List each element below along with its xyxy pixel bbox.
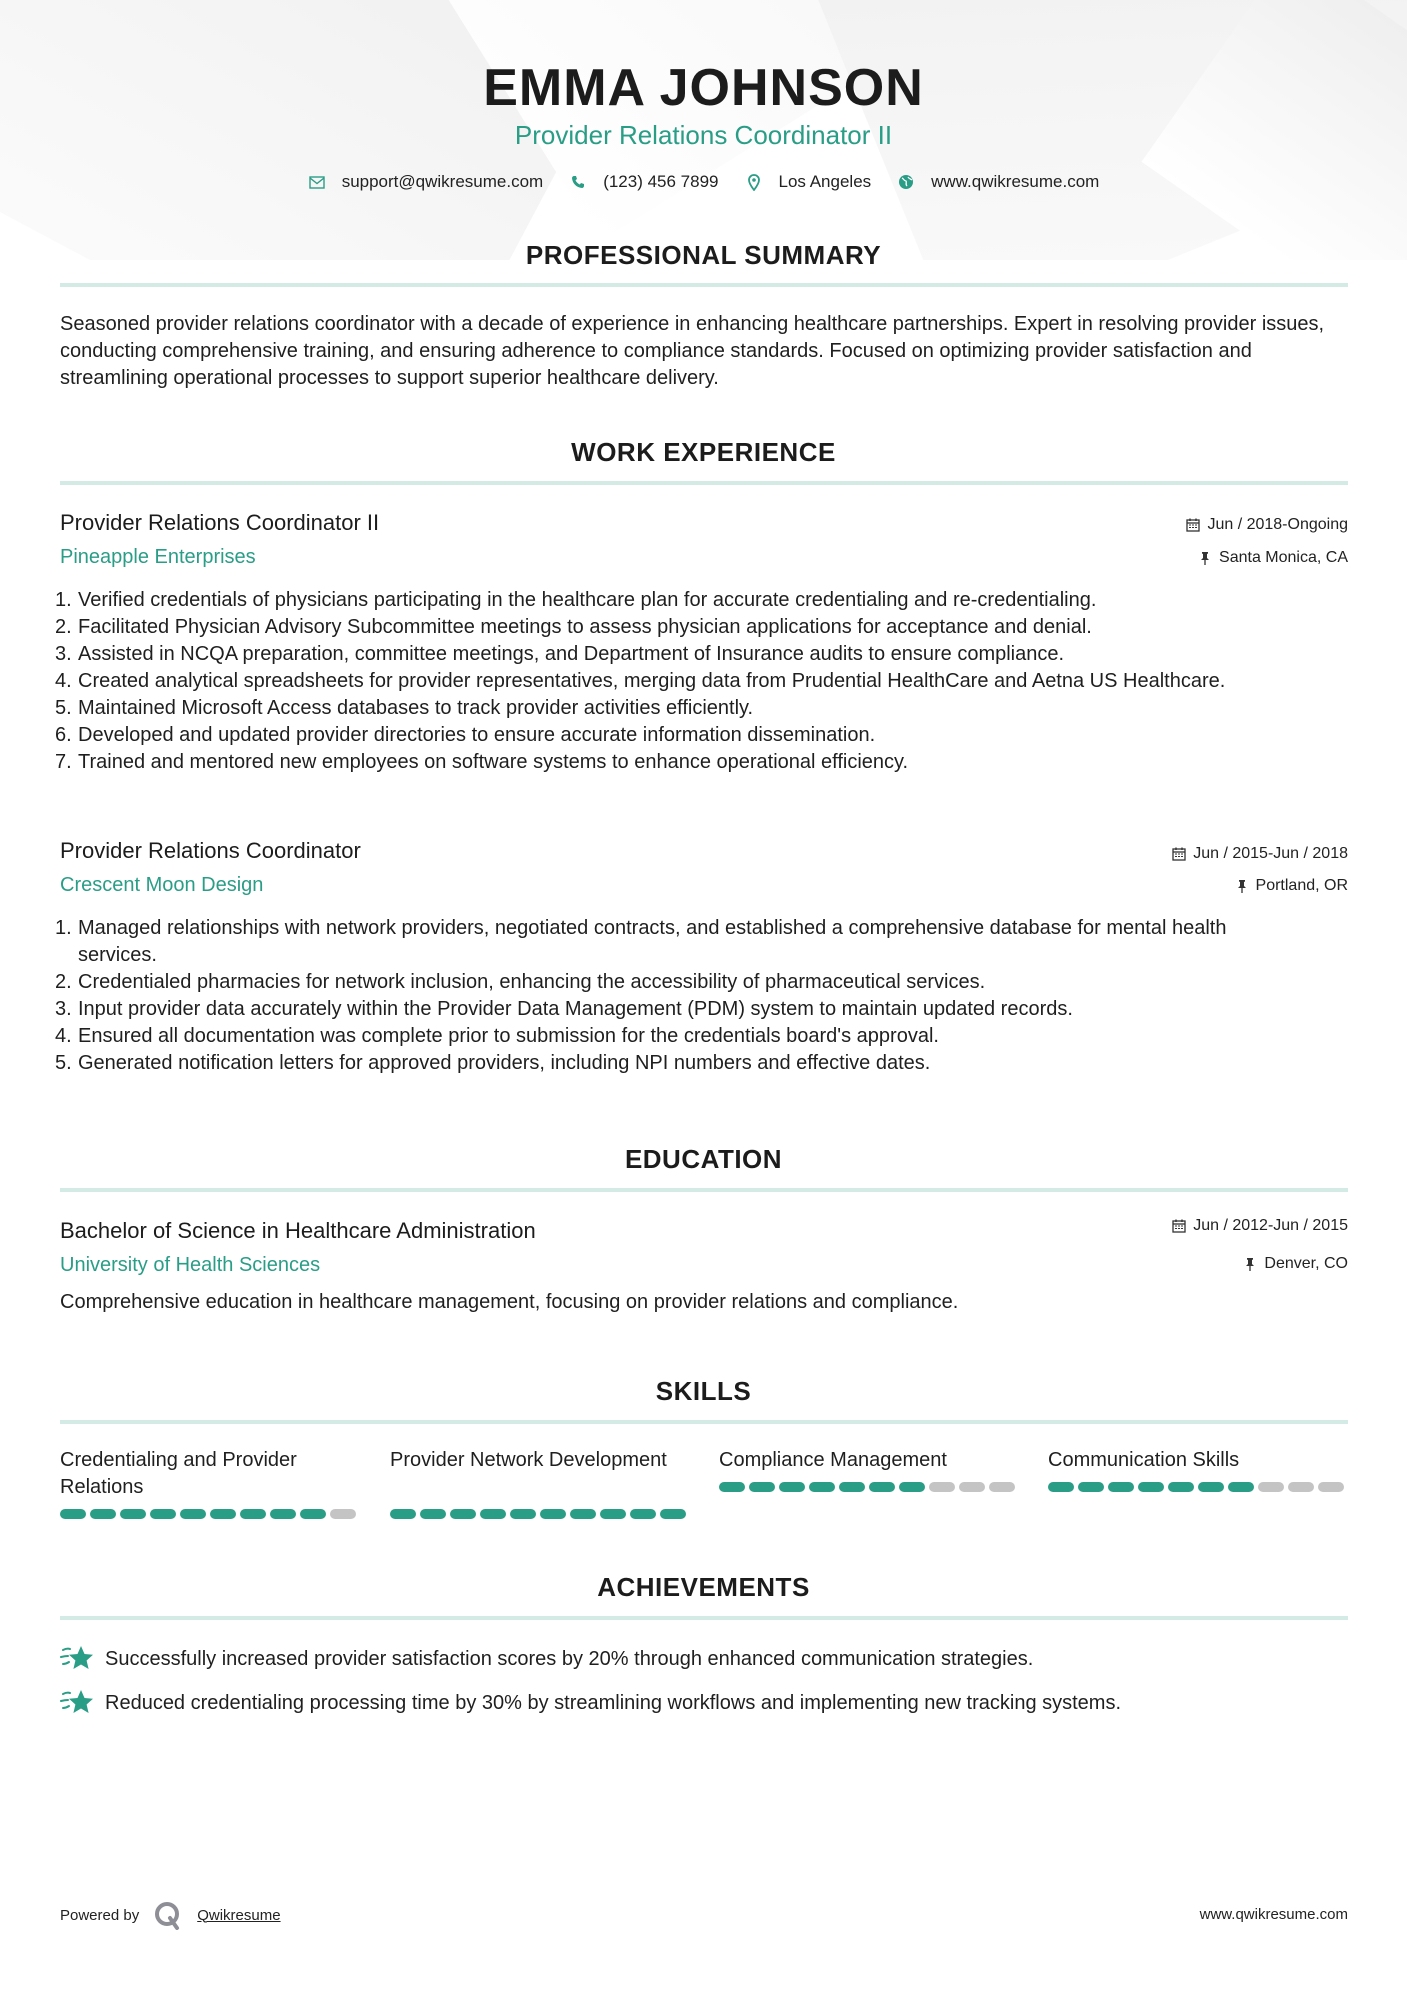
rating-segment-empty: [929, 1482, 955, 1492]
rating-segment-filled: [1138, 1482, 1164, 1492]
education-location-text: Denver, CO: [1264, 1255, 1348, 1272]
star-achievement-icon: [60, 1688, 94, 1718]
rating-segment-empty: [1288, 1482, 1314, 1492]
skill-item: [1048, 1447, 1348, 1492]
job-bullets: [55, 915, 1305, 1077]
calendar-icon: [1171, 1218, 1187, 1234]
footer-powered-by: [60, 1900, 281, 1930]
candidate-title: Provider Relations Coordinator II: [514, 120, 893, 150]
achievement-text: Reduced credentialing processing time by 30% by streamlining workflows and implementing new tracking systems.: [105, 1691, 1122, 1714]
rating-segment-empty: [1318, 1482, 1344, 1492]
education-description: Comprehensive education in healthcare management, focusing on provider relations and compliance.: [60, 1291, 959, 1313]
job-location-text: Santa Monica, CA: [1219, 549, 1348, 566]
rating-segment-filled: [749, 1482, 775, 1492]
rating-segment-filled: [450, 1509, 476, 1519]
pushpin-icon: [1234, 878, 1250, 894]
rating-segment-filled: [90, 1509, 116, 1519]
education-dates: [1171, 1217, 1348, 1235]
section-divider: [60, 1188, 1348, 1192]
calendar-icon: [1171, 846, 1187, 862]
section-divider: [60, 283, 1348, 287]
section-heading-achievements: ACHIEVEMENTS: [597, 1572, 810, 1602]
rating-segment-filled: [899, 1482, 925, 1492]
rating-segment-filled: [660, 1509, 686, 1519]
job-title: Provider Relations Coordinator: [60, 838, 361, 863]
rating-segment-empty: [959, 1482, 985, 1492]
list-item: 7. Trained and mentored new employees on software systems to enhance operational efficiency.: [55, 751, 909, 773]
rating-segment-filled: [1198, 1482, 1224, 1492]
skill-item: [60, 1447, 360, 1519]
section-heading-skills: SKILLS: [655, 1376, 752, 1406]
rating-segment-filled: [1078, 1482, 1104, 1492]
job-dates: [1185, 516, 1348, 534]
globe-icon: [897, 173, 915, 191]
rating-segment-filled: [180, 1509, 206, 1519]
section-heading-education: EDUCATION: [624, 1144, 783, 1174]
phone-icon: [569, 173, 587, 191]
qwikresume-logo-icon: [153, 1900, 183, 1930]
star-achievement-icon: [60, 1644, 94, 1674]
list-item: 5. Generated notification letters for approved providers, including NPI numbers and effective dates.: [55, 1052, 931, 1074]
contact-website[interactable]: [897, 172, 1099, 192]
skill-label: Provider Network Development: [390, 1449, 667, 1471]
rating-segment-filled: [719, 1482, 745, 1492]
list-item: 3. Input provider data accurately within the Provider Data Management (PDM) system to maintain updated records.: [55, 998, 1073, 1020]
list-item: 5. Maintained Microsoft Access databases to track provider activities efficiently.: [55, 697, 754, 719]
rating-segment-filled: [809, 1482, 835, 1492]
job-bullets: [55, 587, 1305, 776]
job-location: [1197, 549, 1348, 567]
rating-segment-filled: [510, 1509, 536, 1519]
list-item: 4. Created analytical spreadsheets for provider representatives, merging data from Prudential HealthCare and Aetna US Healthcare.: [55, 670, 1226, 692]
school-name: University of Health Sciences: [60, 1254, 321, 1276]
rating-segment-filled: [480, 1509, 506, 1519]
job-location: [1234, 877, 1348, 895]
contact-location: [745, 172, 872, 192]
summary-text: Seasoned provider relations coordinator with a decade of experience in enhancing healthcare partnerships. Expert in resolving provider issues, conducting comprehensive training, and ensuring adherence to compliance standards. Focused on optimizing provider satisfaction and streamlining operational processes to support superior healthcare delivery.: [60, 313, 1325, 389]
list-item: 1. Verified credentials of physicians participating in the healthcare plan for accurate credentialing and re-credentialing.: [55, 589, 1097, 611]
list-item: 3. Assisted in NCQA preparation, committee meetings, and Department of Insurance audits to ensure compliance.: [55, 643, 1065, 665]
job-title: Provider Relations Coordinator II: [60, 510, 380, 535]
map-pin-icon: [745, 173, 763, 191]
section-heading-experience: WORK EXPERIENCE: [571, 437, 836, 467]
education-location: [1242, 1255, 1348, 1273]
rating-segment-filled: [1108, 1482, 1134, 1492]
calendar-icon: [1185, 517, 1201, 533]
education-dates-text: Jun / 2012-Jun / 2015: [1193, 1217, 1348, 1234]
job-dates-text: Jun / 2018-Ongoing: [1207, 516, 1348, 533]
rating-segment-filled: [630, 1509, 656, 1519]
qwikresume-link[interactable]: Qwikresume: [197, 1906, 281, 1924]
rating-segment-filled: [1228, 1482, 1254, 1492]
rating-segment-filled: [1168, 1482, 1194, 1492]
powered-by-label: Powered by: [60, 1906, 140, 1924]
skill-rating-bar: [1048, 1482, 1348, 1492]
skill-label: Communication Skills: [1048, 1449, 1240, 1471]
list-item: 6. Developed and updated provider directories to ensure accurate information dissemination.: [55, 724, 876, 746]
rating-segment-filled: [420, 1509, 446, 1519]
skill-rating-bar: [60, 1509, 360, 1519]
skill-rating-bar: [719, 1482, 1019, 1492]
company-name: Crescent Moon Design: [60, 874, 264, 896]
skill-item: [719, 1447, 1019, 1492]
pushpin-icon: [1242, 1256, 1258, 1272]
rating-segment-filled: [869, 1482, 895, 1492]
degree-title: Bachelor of Science in Healthcare Administration: [60, 1218, 536, 1243]
rating-segment-empty: [989, 1482, 1015, 1492]
list-item: 4. Ensured all documentation was complete prior to submission for the credentials board's approval.: [55, 1025, 939, 1047]
contact-phone[interactable]: [569, 172, 718, 192]
rating-segment-empty: [330, 1509, 356, 1519]
rating-segment-empty: [1258, 1482, 1284, 1492]
rating-segment-filled: [240, 1509, 266, 1519]
section-heading-summary: PROFESSIONAL SUMMARY: [525, 240, 882, 270]
contact-email-text: support@qwikresume.com: [341, 172, 544, 191]
list-item: 2. Facilitated Physician Advisory Subcommittee meetings to assess physician applications for acceptance and denial.: [55, 616, 1092, 638]
rating-segment-filled: [150, 1509, 176, 1519]
achievement-item: [60, 1644, 1033, 1674]
list-item: 2. Credentialed pharmacies for network inclusion, enhancing the accessibility of pharmaceutical services.: [55, 971, 986, 993]
skill-label: Credentialing and Provider Relations: [60, 1449, 297, 1498]
job-dates: [1171, 845, 1348, 863]
skill-rating-bar: [390, 1509, 690, 1519]
rating-segment-filled: [390, 1509, 416, 1519]
rating-segment-filled: [1048, 1482, 1074, 1492]
achievement-text: Successfully increased provider satisfaction scores by 20% through enhanced communication strategies.: [105, 1647, 1034, 1670]
achievement-item: [60, 1688, 1121, 1718]
rating-segment-filled: [120, 1509, 146, 1519]
section-divider: [60, 481, 1348, 485]
skill-label: Compliance Management: [719, 1449, 947, 1471]
rating-segment-filled: [540, 1509, 566, 1519]
envelope-icon: [308, 173, 326, 191]
rating-segment-filled: [210, 1509, 236, 1519]
section-divider: [60, 1420, 1348, 1424]
contact-email[interactable]: [308, 172, 544, 192]
skill-item: [390, 1447, 690, 1519]
section-divider: [60, 1616, 1348, 1620]
candidate-name: EMMA JOHNSON: [483, 59, 924, 117]
rating-segment-filled: [60, 1509, 86, 1519]
rating-segment-filled: [779, 1482, 805, 1492]
rating-segment-filled: [839, 1482, 865, 1492]
job-dates-text: Jun / 2015-Jun / 2018: [1193, 845, 1348, 862]
contact-website-text: www.qwikresume.com: [931, 172, 1100, 191]
list-item: 1. Managed relationships with network providers, negotiated contracts, and established a comprehensive database for mental health services.: [55, 917, 1227, 966]
rating-segment-filled: [270, 1509, 296, 1519]
footer-website[interactable]: www.qwikresume.com: [1199, 1906, 1348, 1923]
rating-segment-filled: [570, 1509, 596, 1519]
company-name: Pineapple Enterprises: [60, 546, 256, 568]
contact-bar: [0, 172, 1407, 192]
rating-segment-filled: [300, 1509, 326, 1519]
contact-phone-text: (123) 456 7899: [603, 172, 719, 191]
job-location-text: Portland, OR: [1255, 877, 1348, 894]
pushpin-icon: [1197, 550, 1213, 566]
rating-segment-filled: [600, 1509, 626, 1519]
contact-location-text: Los Angeles: [778, 172, 872, 191]
